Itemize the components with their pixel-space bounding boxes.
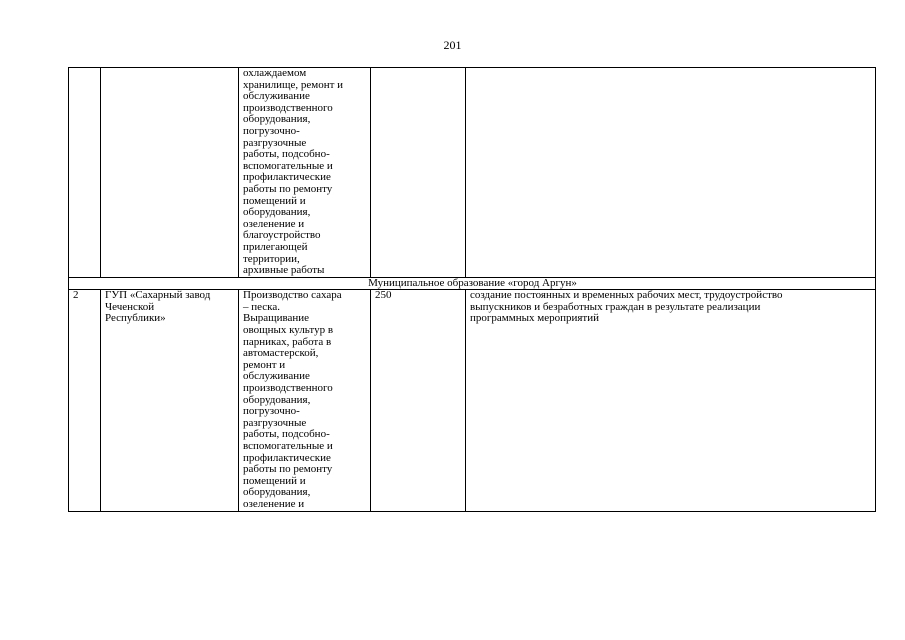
section-header: Муниципальное образование «город Аргун» (69, 277, 876, 290)
activity-line: овощных культур в (243, 324, 334, 337)
activity-line: оборудования, (243, 113, 311, 126)
activity-line: оборудования, (243, 486, 311, 499)
organization-line: Чеченской (105, 300, 155, 313)
activity-line: помещений и (243, 194, 306, 207)
activity-line: Производство сахара (243, 289, 342, 302)
activity-line: Выращивание (243, 312, 310, 325)
cell-number (69, 68, 101, 278)
activity-line: ремонт и (243, 358, 286, 371)
result-line: программных мероприятий (470, 312, 599, 325)
activity-line: погрузочно- (243, 405, 300, 418)
cell-result (466, 68, 876, 278)
activity-line: производственного (243, 101, 333, 114)
activity-line: оборудования, (243, 206, 311, 219)
cell-number: 2 (69, 290, 101, 511)
activity-line: озеленение и (243, 217, 305, 230)
activity-line: прилегающей (243, 240, 308, 253)
activity-line: территории, (243, 252, 300, 265)
activity-line: профилактические (243, 451, 331, 464)
activity-line: профилактические (243, 171, 331, 184)
table-row-continuation (69, 68, 876, 278)
activity-line: парниках, работа в (243, 335, 332, 348)
document-table (68, 67, 876, 512)
activity-line: работы, подсобно- (243, 428, 330, 441)
organization-line: ГУП «Сахарный завод (105, 289, 211, 302)
activity-line: разгрузочные (243, 416, 307, 429)
cell-organization (101, 68, 239, 278)
activity-line: разгрузочные (243, 136, 307, 149)
activity-line: обслуживание (243, 90, 310, 103)
cell-quantity: 250 (371, 290, 466, 511)
activity-line: архивные работы (243, 264, 325, 277)
activity-line: вспомогательные и (243, 159, 333, 172)
activity-line: обслуживание (243, 370, 310, 383)
page-number: 201 (443, 38, 462, 52)
cell-result (466, 290, 876, 511)
cell-organization (101, 290, 239, 511)
activity-line: вспомогательные и (243, 440, 333, 452)
activity-line: работы, подсобно- (243, 148, 330, 161)
activity-line: автомастерской, (243, 347, 319, 360)
cell-quantity (371, 68, 466, 278)
activity-line: работы по ремонту (243, 463, 333, 476)
activity-line: – песка. (243, 300, 280, 313)
activity-line: охлаждаемом (243, 67, 307, 79)
organization-line: Республики» (105, 312, 166, 325)
activity-line: производственного (243, 382, 333, 395)
activity-line: хранилище, ремонт и (243, 78, 344, 91)
activity-line: оборудования, (243, 393, 311, 406)
activity-line: помещений и (243, 474, 306, 487)
activity-line: погрузочно- (243, 124, 300, 137)
result-line: выпускников и безработных граждан в результате реализации (470, 300, 761, 313)
table-row-2 (69, 290, 876, 511)
section-header-row (69, 277, 876, 290)
cell-activity (239, 290, 371, 511)
result-line: создание постоянных и временных рабочих мест, трудоустройство (470, 289, 783, 302)
activity-line: работы по ремонту (243, 182, 333, 195)
cell-activity (239, 68, 371, 278)
activity-line: озеленение и (243, 497, 305, 510)
activity-line: благоустройство (243, 229, 321, 242)
